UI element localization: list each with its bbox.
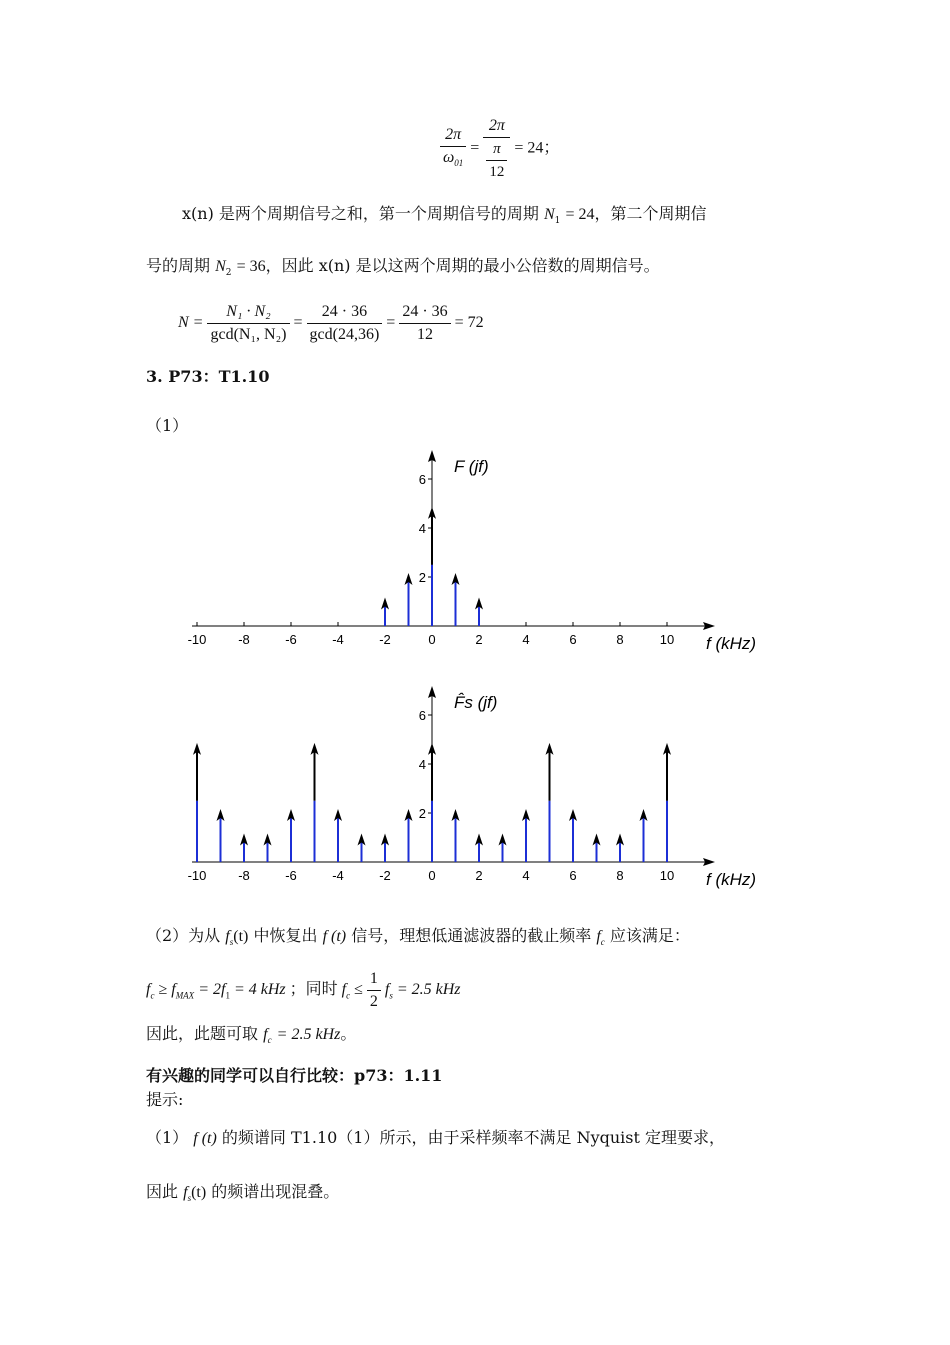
x-tick-label: 0 [428, 632, 436, 647]
interest-heading: 有兴趣的同学可以自行比较：p73：1.11 [146, 1066, 443, 1085]
x-tick-label: 4 [522, 868, 530, 883]
y-tick-label: 2 [418, 806, 426, 821]
x-tick-label: -4 [332, 632, 344, 647]
x-tick-label: -6 [285, 868, 297, 883]
x-axis-label: f (kHz) [706, 634, 757, 653]
y-tick-label: 6 [418, 472, 426, 487]
x-tick-label: 2 [475, 868, 483, 883]
hint-line-2: 因此 $f_s(t)$ 的频谱出现混叠。 [146, 1182, 340, 1204]
paragraph-line: x(n) 是两个周期信号之和，第一个周期信号的周期 $N_1 = 24$，第二个周期信 [182, 204, 707, 227]
paragraph-line: 号的周期 $N_2 = 36$，因此 x(n) 是以这两个周期的最小公倍数的周期信号。 [146, 256, 660, 279]
chart-title: F (jf) [454, 457, 489, 476]
x-tick-label: 10 [659, 868, 675, 883]
part-label: （1） [146, 416, 189, 435]
x-tick-label: 4 [522, 632, 530, 647]
cutoff-equation: $f_c \ge f_{MAX} = 2f_1 = 4$ kHz ；同时 $f_c$ ≤ $\frac{1}{2}$ $f_s = 2.5$ kHz [146, 968, 461, 1013]
x-tick-label: -10 [187, 868, 207, 883]
lcm-equation: N = $\frac{\text{N₁ · N₂}}{\text{gcd(N₁, N₂)}}$ = $\frac{24 \cdot 36}{\gcd(24,36)}$ = $\frac{24 \cdot 36}{12}$ = 72 [178, 301, 484, 346]
x-tick-label: 6 [569, 632, 577, 647]
conclusion-line: 因此，此题可取 $f_c = 2.5$ kHz。 [146, 1024, 357, 1046]
x-tick-label: -10 [187, 632, 207, 647]
y-tick-label: 4 [418, 757, 426, 772]
spectrum-chart-1 [180, 448, 780, 663]
x-tick-label: -8 [238, 868, 250, 883]
paragraph-line: （2）为从 $f_s(t)$ 中恢复出 f (t) 信号，理想低通滤波器的截止频率 $f_c$ 应该满足： [146, 926, 690, 948]
fraction: $\frac{\text{N₁ · N₂}}{\text{gcd(N₁, N₂)}}$ [207, 301, 289, 346]
x-tick-label: -8 [238, 632, 250, 647]
hint-heading: 提示: [146, 1090, 184, 1109]
fraction: $\frac{24 \cdot 36}{12}$ [399, 301, 450, 346]
x-tick-label: 6 [569, 868, 577, 883]
period-equation: $\frac{2\pi}{\omega_{01}}$ = $\frac{2\pi}{\frac{\pi}{12}}$ = 24； [440, 115, 559, 183]
x-tick-label: 8 [616, 868, 624, 883]
x-tick-label: 10 [659, 632, 675, 647]
x-tick-label: 2 [475, 632, 483, 647]
fraction: $\frac{1}{2}$ [367, 968, 381, 1013]
fraction: $\frac{2\pi}{\omega_{01}}$ [440, 124, 466, 174]
spectrum-chart-2 [180, 684, 780, 899]
x-tick-label: -4 [332, 868, 344, 883]
x-tick-label: -2 [379, 868, 391, 883]
fraction: $\frac{24 \cdot 36}{\gcd(24,36)}$ [307, 301, 383, 346]
x-tick-label: 0 [428, 868, 436, 883]
fraction: $\frac{2\pi}{\frac{\pi}{12}}$ [483, 115, 510, 183]
y-tick-label: 6 [418, 708, 426, 723]
section-heading: 3. P73：T1.10 [146, 367, 270, 386]
chart-title: F̂s (jf) [454, 693, 498, 712]
x-axis-label: f (kHz) [706, 870, 757, 889]
y-tick-label: 2 [418, 570, 426, 585]
x-tick-label: 8 [616, 632, 624, 647]
x-tick-label: -6 [285, 632, 297, 647]
x-tick-label: -2 [379, 632, 391, 647]
y-tick-label: 4 [418, 521, 426, 536]
hint-line-1: （1） f (t) 的频谱同 T1.10（1）所示，由于采样频率不满足 Nyquist 定理要求， [146, 1128, 726, 1147]
